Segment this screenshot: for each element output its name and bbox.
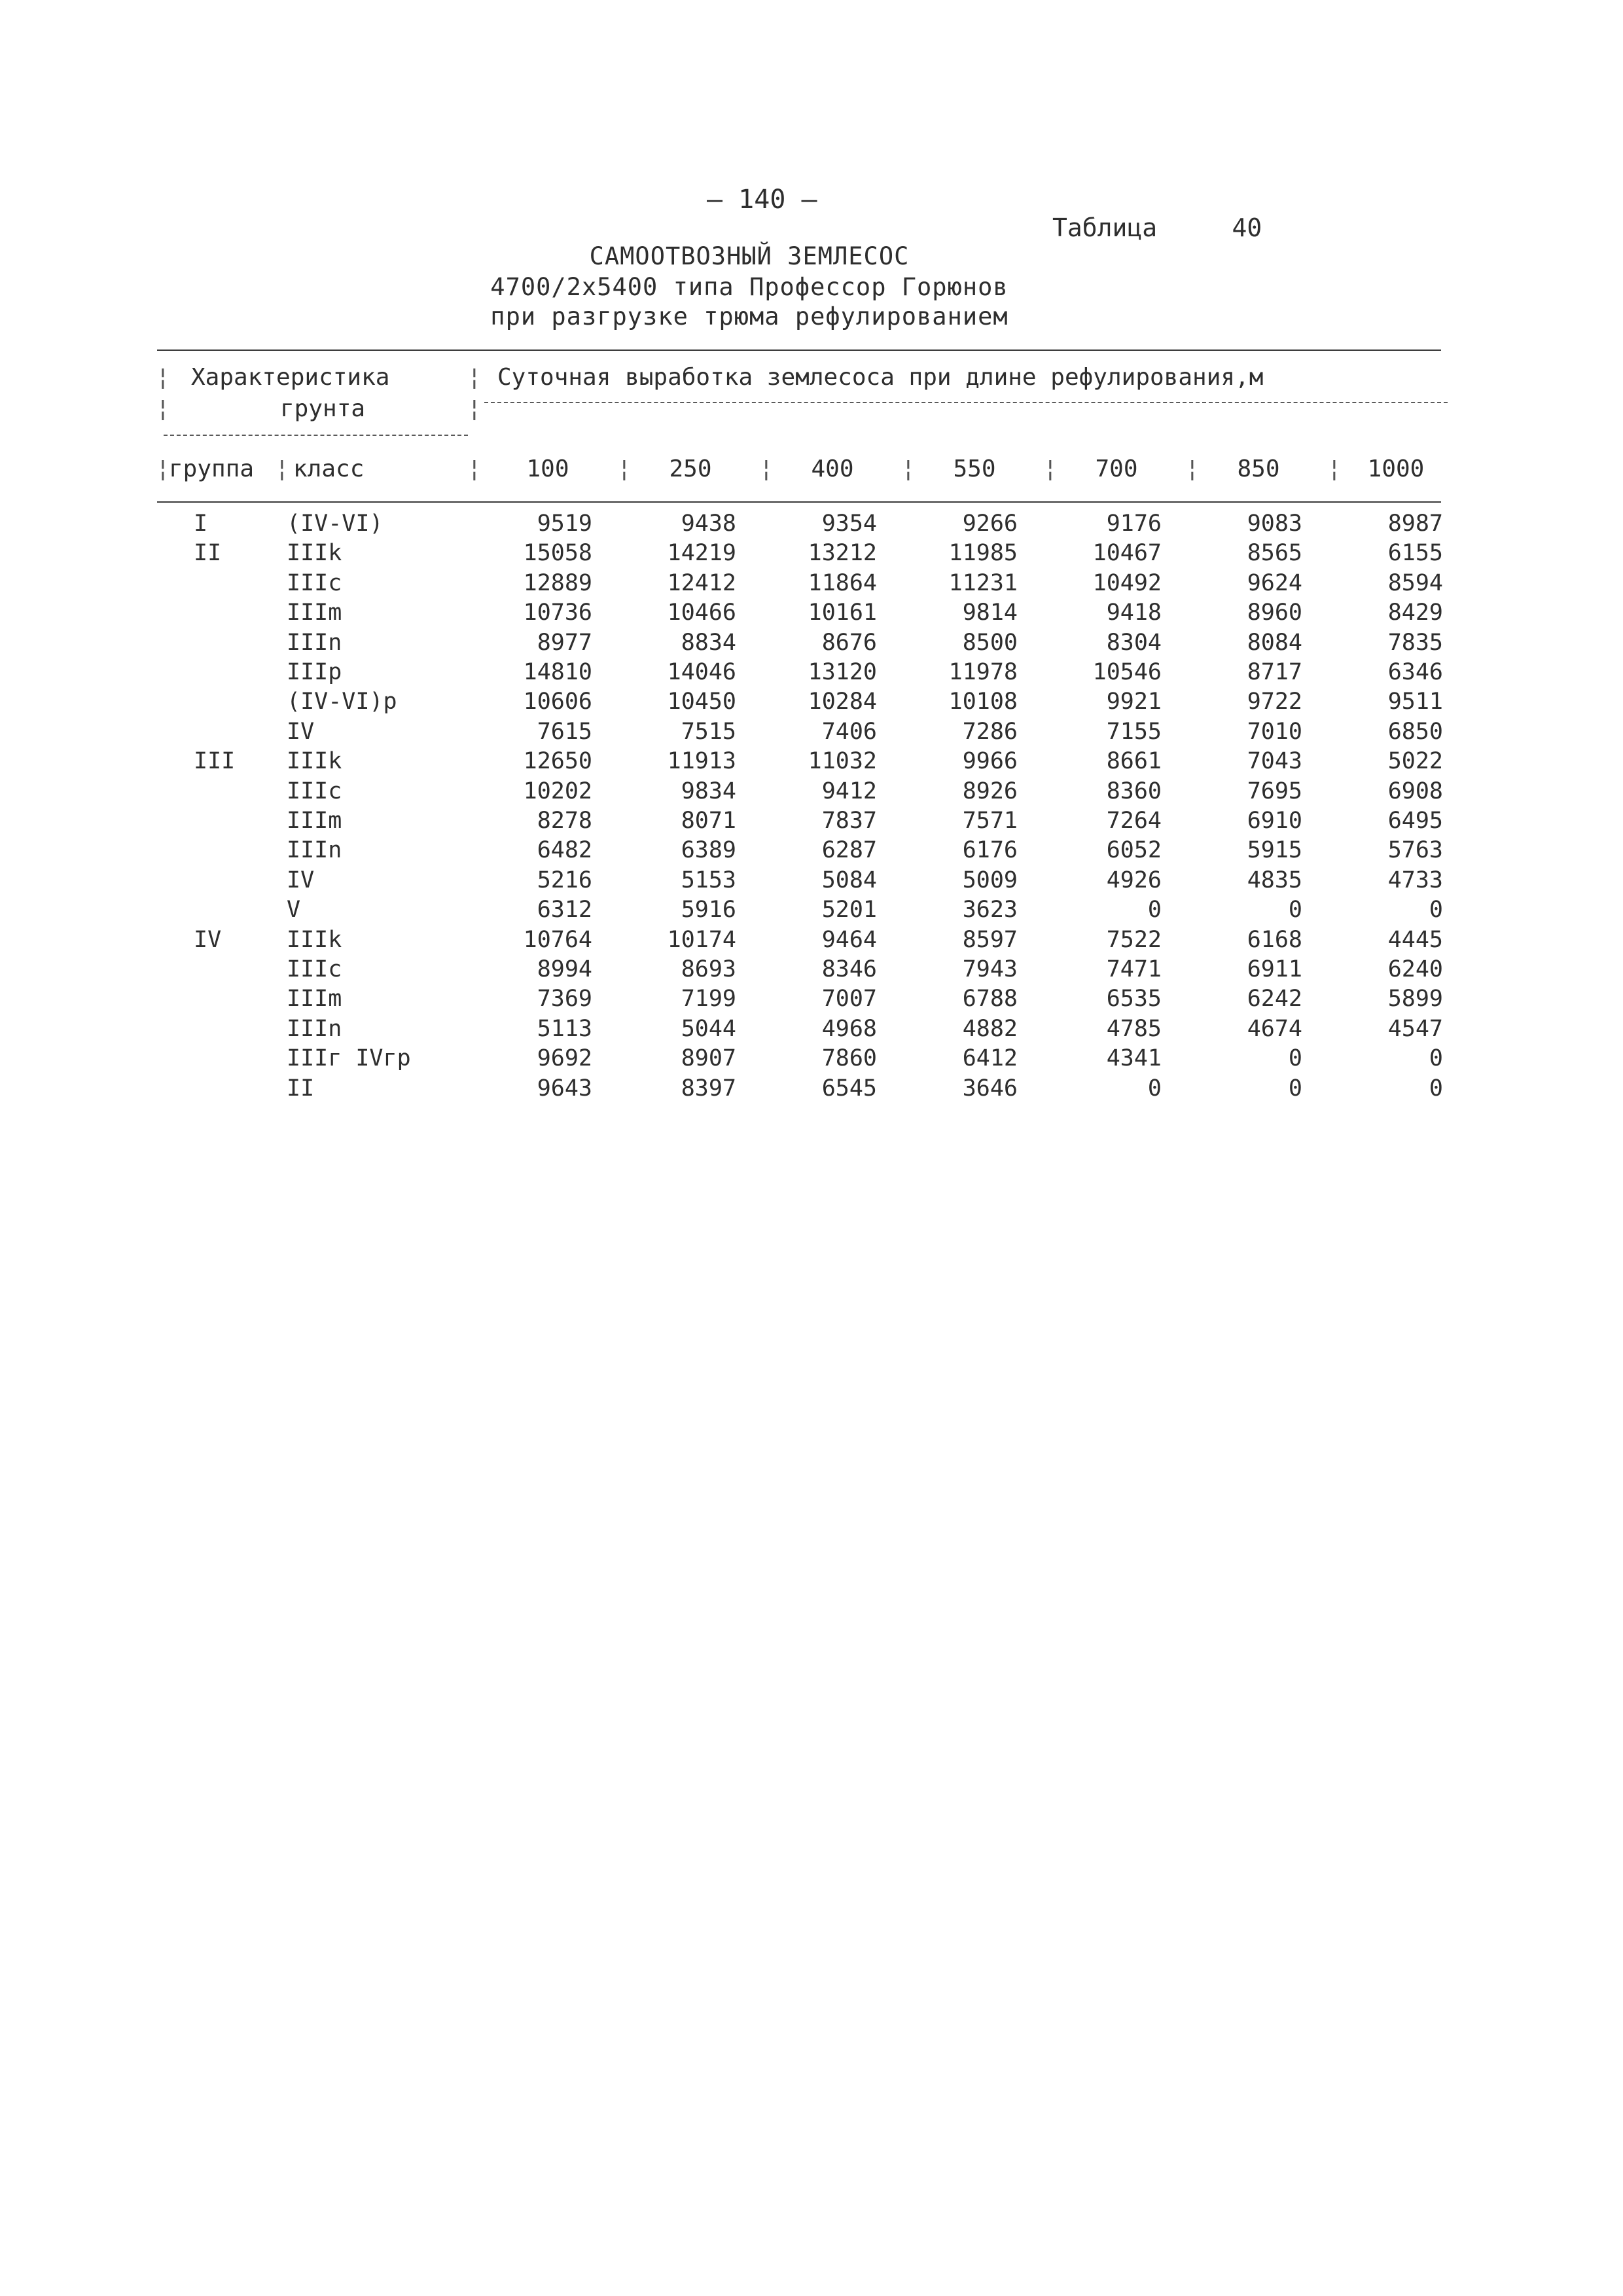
soil-group-cell: I [194, 511, 208, 537]
header-bottom-rule [157, 501, 1441, 503]
soil-class-cell: IIIn [287, 630, 342, 656]
output-value-cell: 10466 [667, 600, 736, 626]
soil-class-cell: II [287, 1075, 315, 1102]
output-value-cell: 6482 [537, 837, 592, 863]
output-value-cell: 6240 [1387, 956, 1443, 982]
soil-class-cell: IV [287, 867, 315, 893]
output-value-cell: 5113 [537, 1016, 592, 1042]
output-value-cell: 9966 [962, 748, 1018, 774]
column-separator: ¦ [617, 456, 632, 482]
output-value-cell: 12650 [523, 748, 592, 774]
output-value-cell: 6545 [821, 1075, 877, 1102]
output-value-cell: 8907 [681, 1045, 736, 1071]
column-separator: ¦ [1185, 456, 1200, 482]
output-value-cell: 9083 [1247, 511, 1302, 537]
header-class: класс [293, 456, 365, 482]
output-value-cell: 7695 [1247, 778, 1302, 804]
output-value-cell: 8960 [1247, 600, 1302, 626]
output-value-cell: 8977 [537, 630, 592, 656]
column-separator: ¦ [901, 456, 916, 482]
output-value-cell: 4968 [821, 1016, 877, 1042]
output-value-cell: 9834 [681, 778, 736, 804]
output-value-cell: 0 [1147, 1075, 1162, 1102]
output-value-cell: 4733 [1387, 867, 1443, 893]
output-value-cell: 10764 [523, 927, 592, 953]
output-value-cell: 7406 [821, 719, 877, 745]
output-value-cell: 7837 [821, 808, 877, 834]
output-value-cell: 11032 [808, 748, 877, 774]
output-value-cell: 4547 [1387, 1016, 1443, 1042]
output-value-cell: 14810 [523, 659, 592, 685]
header-daily-output: Суточная выработка землесоса при длине рефулирования,м [497, 364, 1264, 391]
header-dashed-rule [484, 402, 1448, 403]
output-value-cell: 7522 [1106, 927, 1162, 953]
output-value-cell: 10606 [523, 689, 592, 715]
output-value-cell: 15058 [523, 540, 592, 566]
output-value-cell: 9921 [1106, 689, 1162, 715]
output-value-cell: 0 [1429, 1075, 1443, 1102]
output-value-cell: 9692 [537, 1045, 592, 1071]
header-soil-word: грунта [280, 395, 366, 422]
output-value-cell: 10492 [1092, 570, 1162, 596]
column-separator: ¦ [467, 456, 482, 482]
output-value-cell: 7943 [962, 956, 1018, 982]
header-group: группа [169, 456, 255, 482]
table-top-rule [157, 350, 1441, 351]
column-separator: ¦ [467, 395, 482, 422]
soil-class-cell: IIIc [287, 956, 342, 982]
output-value-cell: 7043 [1247, 748, 1302, 774]
output-value-cell: 6242 [1247, 986, 1302, 1012]
soil-class-cell: IIIn [287, 1016, 342, 1042]
output-value-cell: 4674 [1247, 1016, 1302, 1042]
output-value-cell: 6910 [1247, 808, 1302, 834]
output-value-cell: 5216 [537, 867, 592, 893]
output-value-cell: 0 [1288, 897, 1302, 923]
output-value-cell: 8565 [1247, 540, 1302, 566]
output-value-cell: 8717 [1247, 659, 1302, 685]
output-value-cell: 7835 [1387, 630, 1443, 656]
output-value-cell: 4341 [1106, 1045, 1162, 1071]
soil-group-cell: III [194, 748, 236, 774]
output-value-cell: 8071 [681, 808, 736, 834]
output-value-cell: 9624 [1247, 570, 1302, 596]
column-separator: ¦ [1327, 456, 1342, 482]
soil-class-cell: IIIm [287, 808, 342, 834]
output-value-cell: 6346 [1387, 659, 1443, 685]
output-value-cell: 6287 [821, 837, 877, 863]
distance-column-header: 250 [669, 456, 712, 482]
output-value-cell: 9464 [821, 927, 877, 953]
output-value-cell: 0 [1429, 897, 1443, 923]
distance-column-header: 400 [811, 456, 854, 482]
column-separator: ¦ [156, 395, 170, 422]
output-value-cell: 0 [1288, 1075, 1302, 1102]
output-value-cell: 6535 [1106, 986, 1162, 1012]
output-value-cell: 6312 [537, 897, 592, 923]
output-value-cell: 9643 [537, 1075, 592, 1102]
output-value-cell: 10284 [808, 689, 877, 715]
output-value-cell: 10467 [1092, 540, 1162, 566]
output-value-cell: 13120 [808, 659, 877, 685]
output-value-cell: 7264 [1106, 808, 1162, 834]
output-value-cell: 9418 [1106, 600, 1162, 626]
output-value-cell: 5899 [1387, 986, 1443, 1012]
output-value-cell: 5009 [962, 867, 1018, 893]
distance-column-header: 100 [526, 456, 569, 482]
table-title-line-1: САМООТВОЗНЫЙ ЗЕМЛЕСОС [589, 242, 910, 270]
output-value-cell: 4926 [1106, 867, 1162, 893]
output-value-cell: 7199 [681, 986, 736, 1012]
subheader-dashed-rule [164, 435, 468, 436]
output-value-cell: 8084 [1247, 630, 1302, 656]
output-value-cell: 9511 [1387, 689, 1443, 715]
distance-column-header: 850 [1237, 456, 1280, 482]
output-value-cell: 6788 [962, 986, 1018, 1012]
output-value-cell: 10161 [808, 600, 877, 626]
output-value-cell: 11913 [667, 748, 736, 774]
soil-group-cell: IV [194, 927, 222, 953]
output-value-cell: 9266 [962, 511, 1018, 537]
column-separator: ¦ [1043, 456, 1058, 482]
output-value-cell: 6495 [1387, 808, 1443, 834]
column-separator: ¦ [275, 456, 289, 482]
output-value-cell: 9814 [962, 600, 1018, 626]
output-value-cell: 11864 [808, 570, 877, 596]
output-value-cell: 11985 [948, 540, 1018, 566]
output-value-cell: 12889 [523, 570, 592, 596]
soil-class-cell: IIIc [287, 778, 342, 804]
soil-class-cell: IIIp [287, 659, 342, 685]
output-value-cell: 8360 [1106, 778, 1162, 804]
output-value-cell: 7155 [1106, 719, 1162, 745]
output-value-cell: 8594 [1387, 570, 1443, 596]
output-value-cell: 6412 [962, 1045, 1018, 1071]
output-value-cell: 11231 [948, 570, 1018, 596]
soil-class-cell: IIIk [287, 540, 342, 566]
output-value-cell: 6176 [962, 837, 1018, 863]
output-value-cell: 6911 [1247, 956, 1302, 982]
soil-class-cell: IIIг IVгр [287, 1045, 411, 1071]
column-separator: ¦ [759, 456, 774, 482]
output-value-cell: 8597 [962, 927, 1018, 953]
column-separator: ¦ [467, 364, 482, 391]
soil-class-cell: (IV-VI)p [287, 689, 397, 715]
output-value-cell: 5022 [1387, 748, 1443, 774]
output-value-cell: 8693 [681, 956, 736, 982]
output-value-cell: 9722 [1247, 689, 1302, 715]
output-value-cell: 11978 [948, 659, 1018, 685]
distance-column-header: 550 [953, 456, 996, 482]
output-value-cell: 5915 [1247, 837, 1302, 863]
output-value-cell: 12412 [667, 570, 736, 596]
output-value-cell: 6052 [1106, 837, 1162, 863]
output-value-cell: 7286 [962, 719, 1018, 745]
output-value-cell: 3646 [962, 1075, 1018, 1102]
output-value-cell: 14046 [667, 659, 736, 685]
distance-column-header: 700 [1095, 456, 1138, 482]
output-value-cell: 0 [1429, 1045, 1443, 1071]
output-value-cell: 5044 [681, 1016, 736, 1042]
soil-class-cell: (IV-VI) [287, 511, 383, 537]
output-value-cell: 4785 [1106, 1016, 1162, 1042]
output-value-cell: 6850 [1387, 719, 1443, 745]
output-value-cell: 0 [1147, 897, 1162, 923]
output-value-cell: 10108 [948, 689, 1018, 715]
output-value-cell: 8278 [537, 808, 592, 834]
soil-class-cell: IIIc [287, 570, 342, 596]
output-value-cell: 9519 [537, 511, 592, 537]
header-soil-characteristic: Характеристика [191, 364, 390, 391]
output-value-cell: 10546 [1092, 659, 1162, 685]
output-value-cell: 7571 [962, 808, 1018, 834]
distance-column-header: 1000 [1367, 456, 1425, 482]
output-value-cell: 5916 [681, 897, 736, 923]
output-value-cell: 10202 [523, 778, 592, 804]
output-value-cell: 8661 [1106, 748, 1162, 774]
soil-class-cell: IV [287, 719, 315, 745]
table-title-line-3: при разгрузке трюма рефулированием [490, 302, 1008, 331]
output-value-cell: 5763 [1387, 837, 1443, 863]
output-value-cell: 6908 [1387, 778, 1443, 804]
column-separator: ¦ [156, 364, 170, 391]
output-value-cell: 7369 [537, 986, 592, 1012]
output-value-cell: 10450 [667, 689, 736, 715]
output-value-cell: 9438 [681, 511, 736, 537]
output-value-cell: 0 [1288, 1045, 1302, 1071]
output-value-cell: 8429 [1387, 600, 1443, 626]
output-value-cell: 4835 [1247, 867, 1302, 893]
output-value-cell: 8987 [1387, 511, 1443, 537]
output-value-cell: 8994 [537, 956, 592, 982]
output-value-cell: 3623 [962, 897, 1018, 923]
soil-class-cell: IIIn [287, 837, 342, 863]
output-value-cell: 4882 [962, 1016, 1018, 1042]
column-separator: ¦ [156, 456, 170, 482]
output-value-cell: 8500 [962, 630, 1018, 656]
output-value-cell: 7007 [821, 986, 877, 1012]
page-number: – 140 – [707, 185, 817, 215]
output-value-cell: 6155 [1387, 540, 1443, 566]
soil-class-cell: IIIk [287, 748, 342, 774]
soil-group-cell: II [194, 540, 222, 566]
soil-class-cell: IIIk [287, 927, 342, 953]
output-value-cell: 8676 [821, 630, 877, 656]
output-value-cell: 9176 [1106, 511, 1162, 537]
output-value-cell: 6168 [1247, 927, 1302, 953]
output-value-cell: 7860 [821, 1045, 877, 1071]
output-value-cell: 7615 [537, 719, 592, 745]
output-value-cell: 5084 [821, 867, 877, 893]
output-value-cell: 10736 [523, 600, 592, 626]
output-value-cell: 5201 [821, 897, 877, 923]
output-value-cell: 14219 [667, 540, 736, 566]
output-value-cell: 5153 [681, 867, 736, 893]
output-value-cell: 13212 [808, 540, 877, 566]
output-value-cell: 6389 [681, 837, 736, 863]
output-value-cell: 7010 [1247, 719, 1302, 745]
output-value-cell: 8304 [1106, 630, 1162, 656]
soil-class-cell: V [287, 897, 301, 923]
output-value-cell: 10174 [667, 927, 736, 953]
output-value-cell: 4445 [1387, 927, 1443, 953]
table-title-line-2: 4700/2х5400 типа Профессор Горюнов [490, 273, 1008, 301]
soil-class-cell: IIIm [287, 986, 342, 1012]
table-label: Таблица 40 [1052, 213, 1262, 242]
soil-class-cell: IIIm [287, 600, 342, 626]
output-value-cell: 8397 [681, 1075, 736, 1102]
output-value-cell: 7515 [681, 719, 736, 745]
output-value-cell: 9354 [821, 511, 877, 537]
output-value-cell: 9412 [821, 778, 877, 804]
output-value-cell: 8926 [962, 778, 1018, 804]
output-value-cell: 7471 [1106, 956, 1162, 982]
output-value-cell: 8346 [821, 956, 877, 982]
output-value-cell: 8834 [681, 630, 736, 656]
